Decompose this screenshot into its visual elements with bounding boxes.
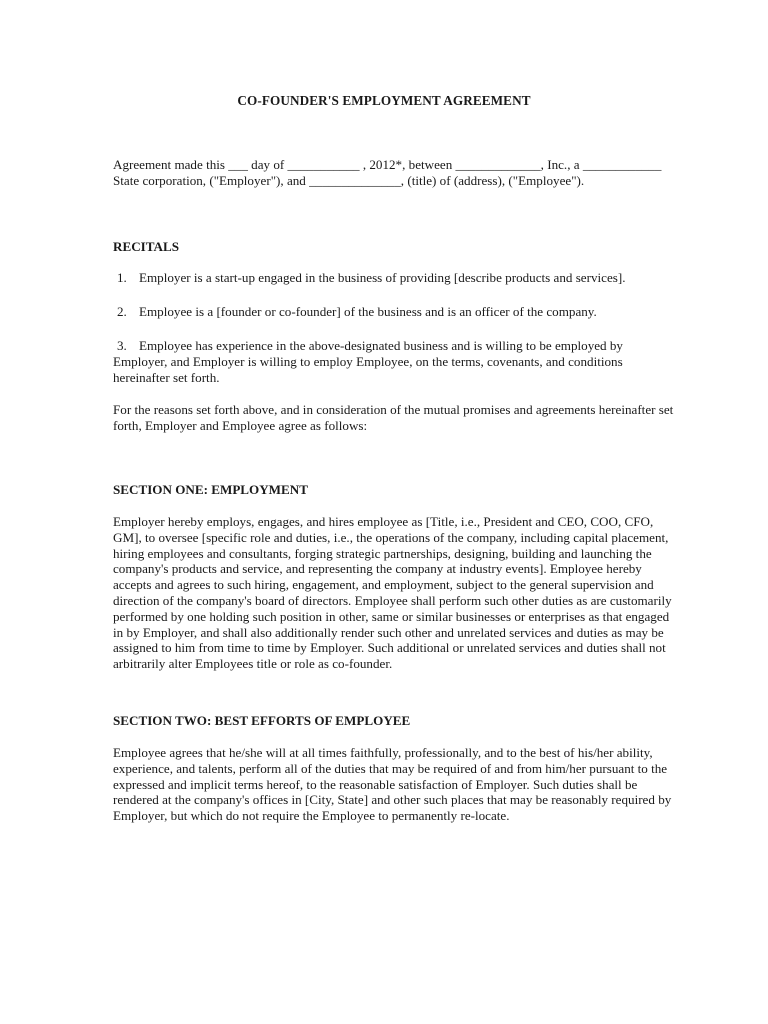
body-line: Employer hereby employs, engages, and hires employee as [Title, i.e., President and CEO, COO, CFO,	[113, 514, 654, 529]
body-line: hiring employees and consultants, forging strategic partnerships, designing, building and launching the	[113, 545, 652, 561]
document-title: CO-FOUNDER'S EMPLOYMENT AGREEMENT	[237, 93, 531, 108]
body-line: assigned to him from time to time by Employer. Such additional or unrelated services and duties shall not	[113, 640, 666, 656]
intro-paragraph	[113, 157, 661, 189]
recital-text: Employer, and Employer is willing to employ Employee, on the terms, covenants, and conditions	[113, 353, 623, 369]
section-two-body	[113, 745, 672, 824]
body-line: direction of the company's board of directors. Employee shall perform such other duties as are customarily	[113, 592, 672, 608]
body-line: Employee agrees that he/she will at all times faithfully, professionally, and to the best of his/her ability,	[113, 745, 653, 760]
intro-line: State corporation, ("Employer"), and ______________, (title) of (address), ("Employee").	[113, 172, 585, 188]
recital-item	[113, 304, 661, 320]
recital-number: 1.	[117, 270, 127, 285]
body-line: expressed and implicit terms hereof, to the reasonable satisfaction of Employer. Such duties shall be	[113, 776, 638, 792]
section-one-heading: SECTION ONE: EMPLOYMENT	[113, 482, 308, 497]
conclusion-line: For the reasons set forth above, and in consideration of the mutual promises and agreements hereinafter set	[113, 402, 674, 417]
recital-text: Employee has experience in the above-designated business and is willing to be employed by	[139, 338, 623, 353]
recital-item	[113, 270, 661, 286]
body-line: in by Employer, and shall also additionally render such other and unrelated services and duties as may be	[113, 624, 664, 640]
recitals-conclusion	[113, 402, 674, 434]
recital-number: 3.	[117, 338, 127, 353]
intro-line: Agreement made this ___ day of ___________ , 2012*, between _____________, Inc., a ____________	[113, 157, 662, 172]
recitals-heading: RECITALS	[113, 239, 179, 254]
section-two-heading: SECTION TWO: BEST EFFORTS OF EMPLOYEE	[113, 713, 411, 728]
section-one-body	[113, 514, 672, 672]
recital-text: hereinafter set forth.	[113, 369, 220, 385]
recital-text: Employer is a start-up engaged in the business of providing [describe products and services].	[139, 270, 626, 285]
body-line: Employer, but which do not require the Employee to permanently re-locate.	[113, 808, 510, 824]
body-line: accepts and agrees to such hiring, engagement, and employment, subject to the general supervision and	[113, 577, 654, 593]
body-line: company's products and service, and representing the company at industry events]. Employee hereby	[113, 561, 642, 577]
body-line: GM], to oversee [specific role and duties, i.e., the operations of the company, including capital placement,	[113, 529, 669, 545]
body-line: arbitrarily alter Employees title or role as co-founder.	[113, 656, 393, 672]
recital-item	[113, 338, 661, 385]
body-line: experience, and talents, perform all of the duties that may be required of and from him/her pursuant to the	[113, 760, 668, 776]
conclusion-line: forth, Employer and Employee agree as follows:	[113, 417, 368, 433]
recital-text: Employee is a [founder or co-founder] of the business and is an officer of the company.	[139, 304, 597, 319]
recital-number: 2.	[117, 304, 127, 319]
body-line: rendered at the company's offices in [City, State] and other such places that may be reasonably required by	[113, 792, 672, 808]
body-line: performed by one holding such position in other, same or similar businesses or enterprises as that engaged	[113, 608, 670, 624]
